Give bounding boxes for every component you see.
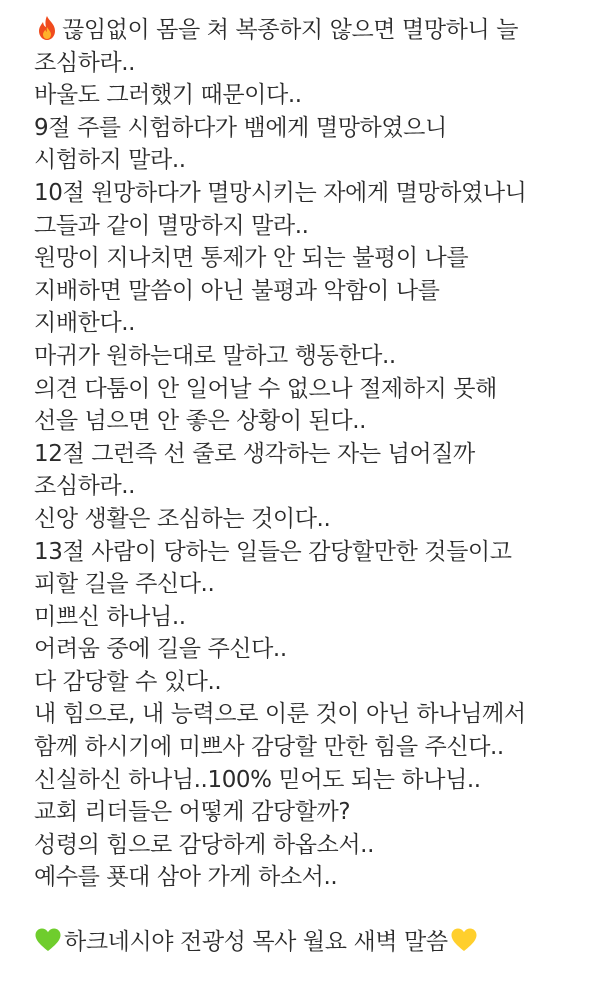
text-line: 12절 그런즉 선 줄로 생각하는 자는 넘어질까 (34, 440, 475, 467)
text-line: 성령의 힘으로 감당하게 하옵소서.. (34, 831, 375, 858)
text-line: 13절 사람이 당하는 일들은 감당할만한 것들이고 (34, 538, 512, 565)
signature-line (34, 926, 590, 959)
text-line: 의견 다툼이 안 일어날 수 없으나 절제하지 못해 (34, 375, 497, 402)
text-line: 지배하면 말씀이 아닌 불평과 악함이 나를 (34, 277, 440, 304)
text-line: 조심하라.. (34, 473, 136, 500)
text-line: 교회 리더들은 어떻게 감당할까? (34, 799, 351, 826)
green-heart-icon (34, 927, 62, 963)
signature-text: 하크네시야 전광성 목사 월요 새벽 말씀 (64, 929, 448, 956)
text-line: 조심하라.. (34, 49, 136, 76)
text-line: 9절 주를 시험하다가 뱀에게 멸망하였으니 (34, 114, 447, 141)
text-line: 신앙 생활은 조심하는 것이다.. (34, 505, 331, 532)
blank-line (34, 894, 590, 926)
text-line: 피할 길을 주신다.. (34, 571, 215, 598)
text-line: 다 감당할 수 있다.. (34, 668, 222, 695)
text-line: 지배한다.. (34, 310, 136, 337)
text-line: 내 힘으로, 내 능력으로 이룬 것이 아닌 하나님께서 (34, 701, 526, 728)
text-line: 끊임없이 몸을 쳐 복종하지 않으면 멸망하니 늘 (34, 14, 590, 47)
text-line: 바울도 그러했기 때문이다.. (34, 82, 302, 109)
text-line: 미쁘신 하나님.. (34, 603, 186, 630)
text-line: 함께 하시기에 미쁘사 감당할 만한 힘을 주신다.. (34, 734, 504, 761)
text-line: 원망이 지나치면 통제가 안 되는 불평이 나를 (34, 245, 469, 272)
yellow-heart-icon (450, 927, 478, 963)
sermon-notes (34, 14, 590, 959)
text-line: 10절 원망하다가 멸망시키는 자에게 멸망하였나니 (34, 179, 527, 206)
text-line: 마귀가 원하는대로 말하고 행동한다.. (34, 342, 396, 369)
text-line: 신실하신 하나님..100% 믿어도 되는 하나님.. (34, 766, 481, 793)
text-line: 예수를 푯대 삼아 가게 하소서.. (34, 864, 338, 891)
fire-icon (34, 15, 60, 51)
text-line: 시험하지 말라.. (34, 147, 186, 174)
text-line: 선을 넘으면 안 좋은 상황이 된다.. (34, 408, 367, 435)
text-line: 그들과 같이 멸망하지 말라.. (34, 212, 309, 239)
text-line: 어려움 중에 길을 주신다.. (34, 636, 287, 663)
